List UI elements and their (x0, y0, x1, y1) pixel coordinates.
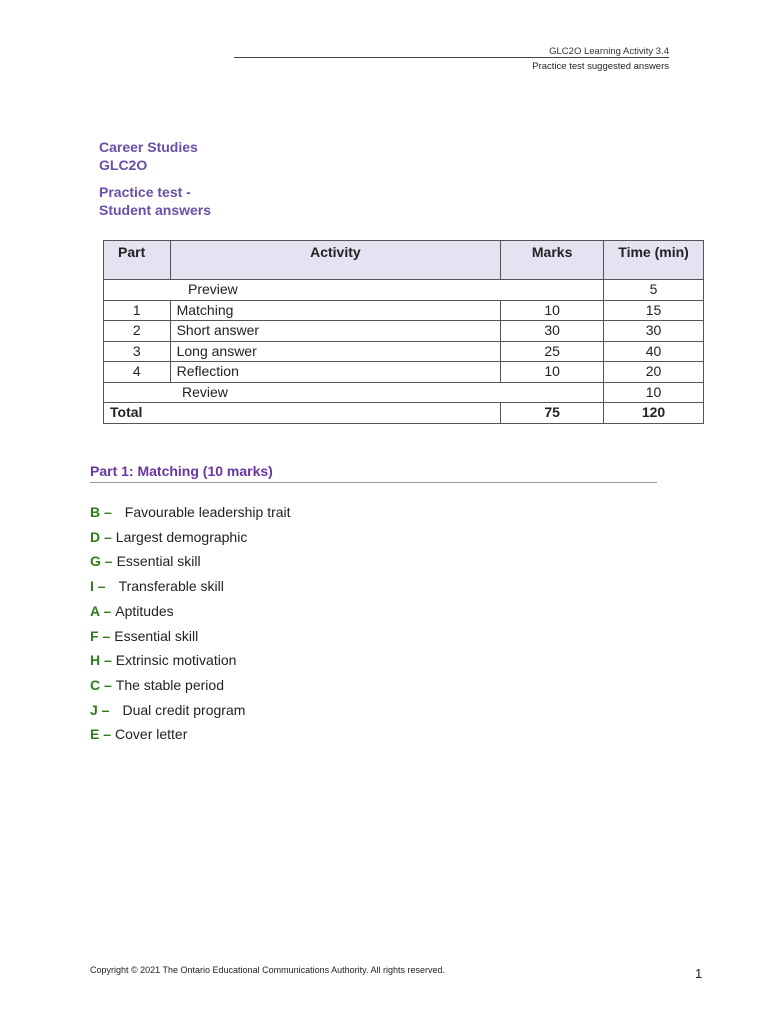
table-row (104, 341, 704, 362)
row-marks: 10 (501, 300, 604, 321)
table-row (104, 362, 704, 383)
answer-letter: J – (90, 701, 110, 718)
list-item (90, 549, 291, 574)
section-title: Part 1: Matching (10 marks) (90, 463, 273, 479)
answer-text: Extrinsic motivation (115, 652, 237, 669)
row-marks: 10 (501, 362, 604, 383)
answer-letter: C – (90, 676, 112, 693)
list-item (90, 673, 291, 698)
list-item (90, 722, 291, 747)
row-activity: Review (104, 382, 604, 403)
header-marks: Marks (501, 241, 604, 280)
answer-text: Largest demographic (115, 528, 248, 545)
answer-letter: B – (90, 504, 112, 520)
answer-letter: A – (90, 602, 112, 619)
table-row-preview (104, 280, 704, 301)
header-time: Time (min) (604, 241, 704, 280)
answer-text: Dual credit program (122, 701, 246, 718)
answer-text: Cover letter (115, 726, 188, 743)
course-name: Career Studies (99, 139, 198, 155)
answer-text: Transferable skill (118, 578, 224, 595)
header-rule (234, 57, 669, 58)
list-item (90, 648, 291, 673)
total-label: Total (104, 403, 501, 424)
row-activity: Matching (170, 300, 501, 321)
row-time: 10 (604, 382, 704, 403)
schedule-table (103, 240, 704, 424)
title-block (99, 138, 211, 219)
row-activity: Short answer (170, 321, 501, 342)
list-item (90, 525, 291, 550)
row-marks: 25 (501, 341, 604, 362)
test-title-line2: Student answers (99, 202, 212, 218)
header-part: Part (104, 241, 171, 280)
answer-letter: H – (90, 652, 112, 669)
copyright-footer: Copyright © 2021 The Ontario Educational Communications Authority. All rights reserved. (90, 965, 445, 975)
row-part: 3 (104, 341, 171, 362)
answer-letter: I – (90, 578, 106, 595)
row-part: 4 (104, 362, 171, 383)
row-time: 30 (604, 321, 704, 342)
list-item (90, 698, 291, 723)
row-part: 2 (104, 321, 171, 342)
table-row (104, 321, 704, 342)
table-row-review (104, 382, 704, 403)
answer-text: Essential skill (116, 553, 201, 570)
answer-letter: D – (90, 528, 112, 545)
answer-text: Favourable leadership trait (124, 504, 291, 520)
page-number: 1 (695, 966, 703, 981)
total-marks: 75 (501, 403, 604, 424)
row-time: 40 (604, 341, 704, 362)
answer-text: The stable period (115, 676, 224, 693)
answer-text: Aptitudes (115, 602, 174, 619)
answer-text: Essential skill (114, 627, 199, 644)
row-activity: Preview (104, 280, 604, 301)
list-item (90, 574, 291, 599)
header-activity: Activity (170, 241, 501, 280)
answer-letter: E – (90, 726, 112, 743)
answer-letter: F – (90, 627, 111, 644)
header-subtitle: Practice test suggested answers (532, 61, 669, 72)
answer-list (90, 500, 291, 747)
row-marks: 30 (501, 321, 604, 342)
table-header-row (104, 241, 704, 280)
list-item (90, 624, 291, 649)
total-time: 120 (604, 403, 704, 424)
answer-letter: G – (90, 553, 113, 570)
section-rule (90, 482, 657, 483)
row-time: 20 (604, 362, 704, 383)
row-activity: Reflection (170, 362, 501, 383)
row-activity: Long answer (170, 341, 501, 362)
list-item (90, 599, 291, 624)
row-time: 15 (604, 300, 704, 321)
header-activity-label: GLC2O Learning Activity 3.4 (549, 46, 669, 57)
course-code: GLC2O (99, 157, 148, 173)
table-row (104, 300, 704, 321)
row-part: 1 (104, 300, 171, 321)
test-title-line1: Practice test - (99, 184, 191, 200)
table-total-row (104, 403, 704, 424)
row-time: 5 (604, 280, 704, 301)
list-item (90, 500, 291, 525)
